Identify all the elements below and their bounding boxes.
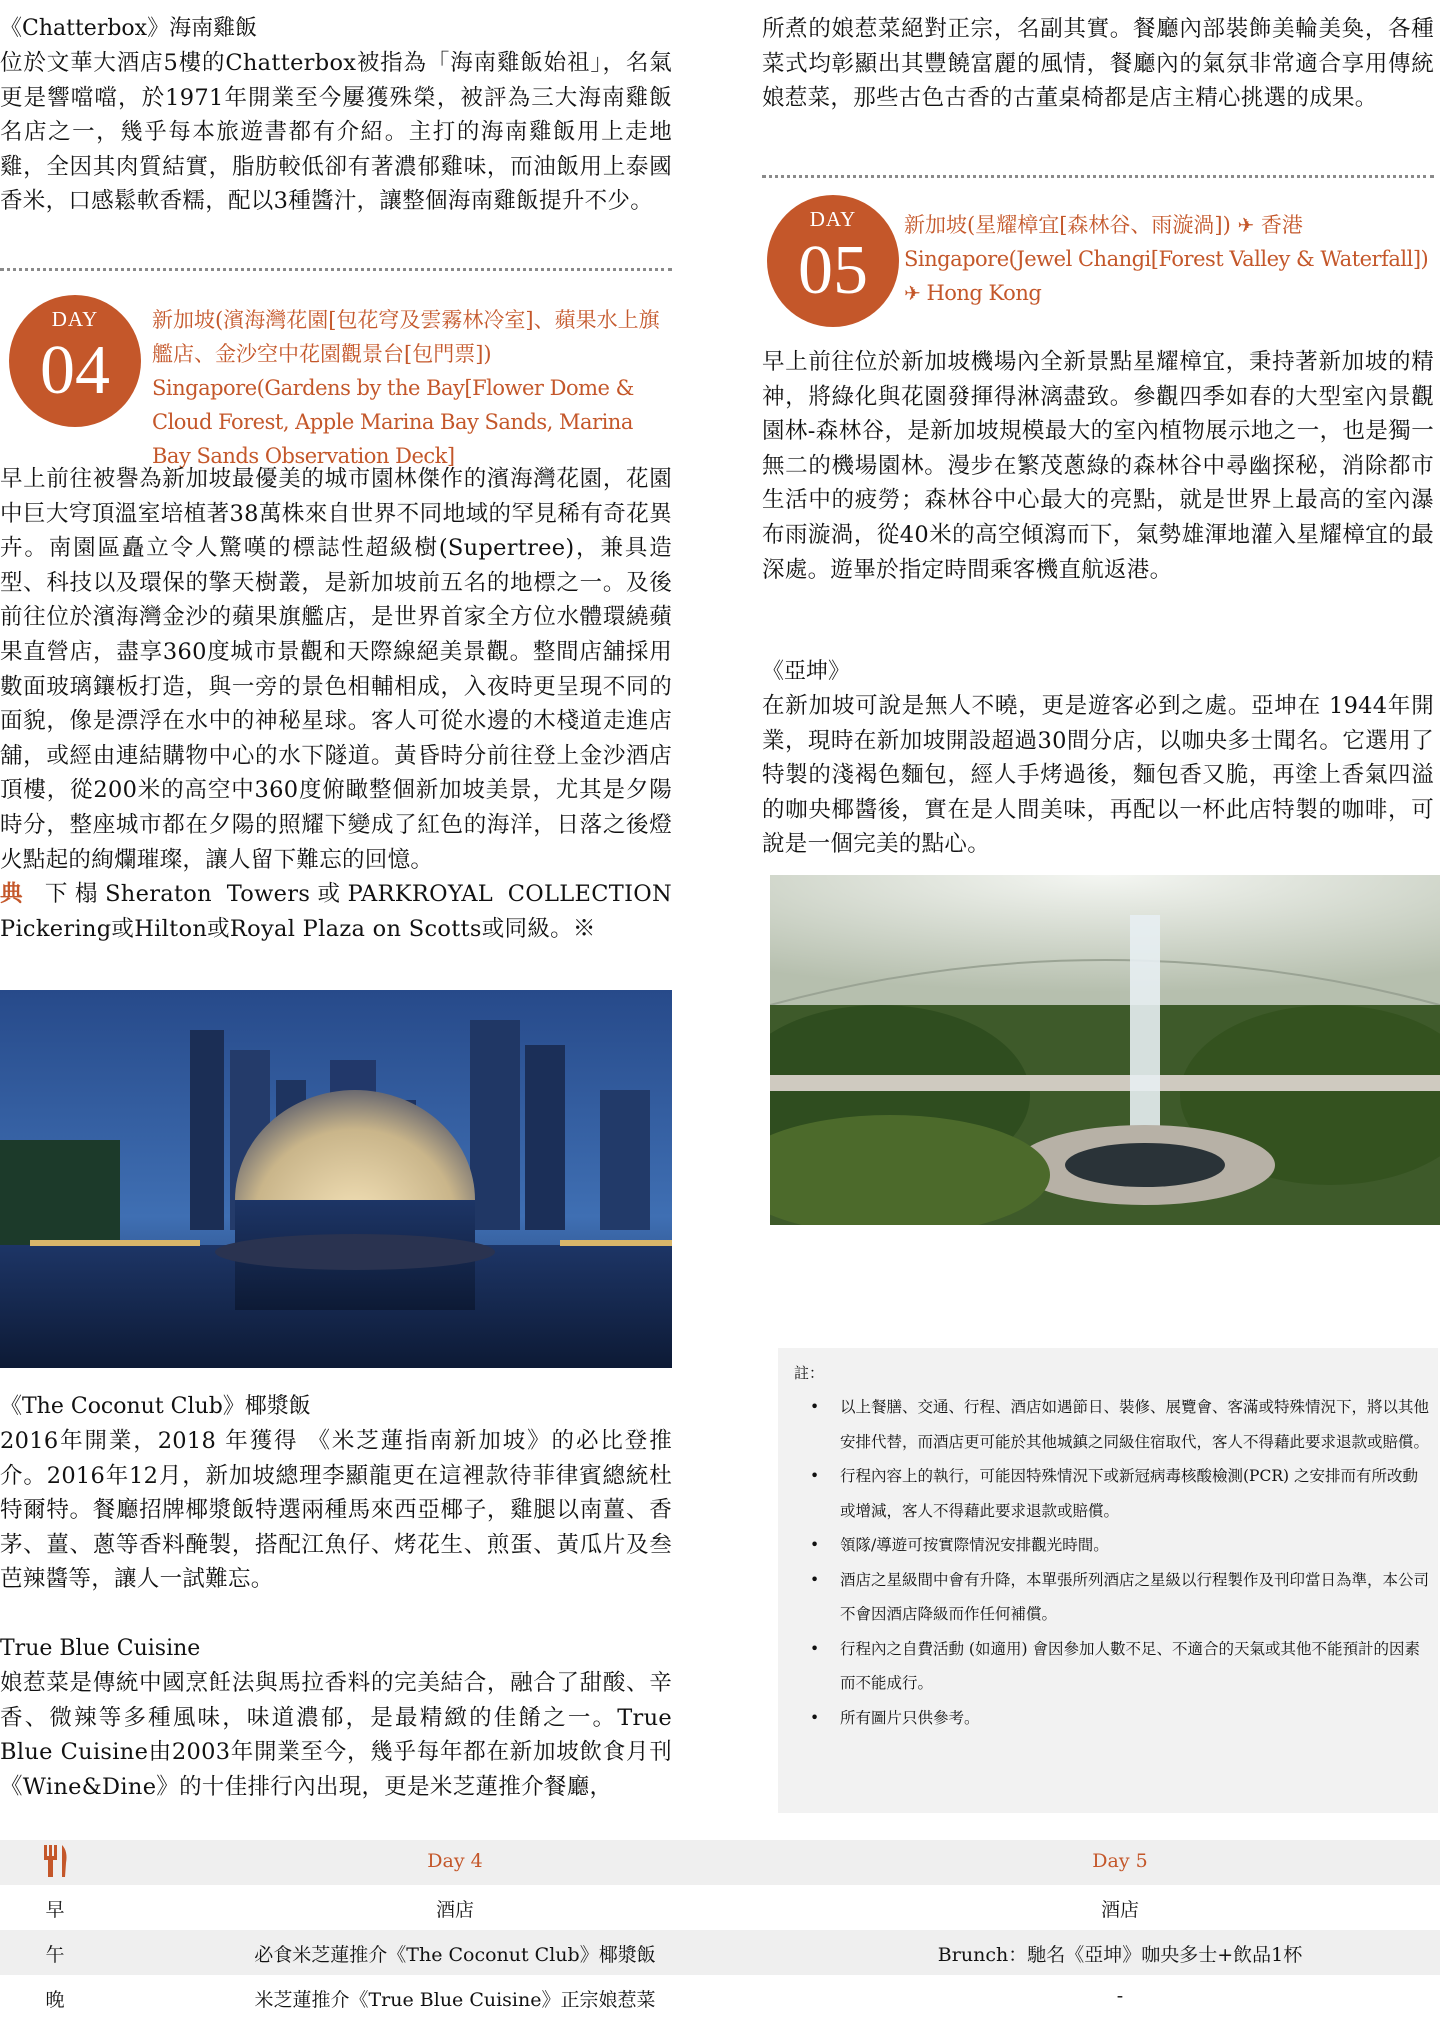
note-item: • 行程內之自費活動 (如適用) 會因參加人數不足、不適合的天氣或其他不能預計的因素而不能成行。: [810, 1632, 1430, 1701]
jewel-changi-photo: [770, 875, 1440, 1225]
meal-row-dinner: [0, 1975, 1440, 2020]
plane-icon: ✈: [904, 281, 921, 305]
note-item: • 酒店之星級間中會有升降，本單張所列酒店之星級以行程製作及刊印當日為準，本公司不會因酒店降級而作任何補償。: [810, 1563, 1430, 1632]
day4-body: 早上前往被譽為新加坡最優美的城市園林傑作的濱海灣花園，花園中巨大穹頂溫室培植著38萬株來自世界不同地域的罕見稀有奇花異卉。南園區矗立令人驚嘆的標誌性超級樹(Supertree)，兼具造型、科技以及環保的擎天樹叢，是新加坡前五名的地標之一。及後前往位於濱海灣金沙的蘋果旗艦店，是世界首家全方位水體環繞蘋果直營店，盡享360度城市景觀和天際線絕美景觀。整間店舖採用數面玻璃鑲板打造，與一旁的景色相輔相成，入夜時更呈現不同的面貌，像是漂浮在水中的神秘星球。客人可從水邊的木棧道走進店舖，或經由連結購物中心的水下隧道。黃昏時分前往登上金沙酒店頂樓，從200米的高空中360度俯瞰整個新加坡美景，尤其是夕陽時分，整座城市都在夕陽的照耀下變成了紅色的海洋，日落之後燈火點起的絢爛璀璨，讓人留下難忘的回憶。: [0, 466, 672, 873]
notes-heading: 註：: [794, 1364, 825, 1382]
coconut-title: 《The Coconut Club》椰漿飯: [0, 1394, 311, 1419]
day5-title-en-b: Hong Kong: [926, 281, 1042, 305]
meal-label: 早: [45, 1899, 65, 1921]
day4-hotel: [0, 877, 672, 946]
chatterbox-section: [0, 12, 672, 219]
day-badge-04: [9, 295, 141, 427]
trueblue-section: [0, 1632, 672, 1804]
chatterbox-body: 位於文華大酒店5樓的Chatterbox被指為「海南雞飯始祖」，名氣更是響噹噹，於1971年開業至今屢獲殊榮，被評為三大海南雞飯名店之一，幾乎每本旅遊書都有介紹。主打的海南雞飯用上走地雞，全因其肉質結實，脂肪較低卻有著濃郁雞味，而油飯用上泰國香米，口感鬆軟香糯，配以3種醬汁，讓整個海南雞飯提升不少。: [0, 50, 672, 215]
notes-box: [778, 1348, 1438, 1813]
meal-cell: -: [1116, 1985, 1124, 2007]
day-badge-number: 05: [798, 232, 868, 309]
hotel-icon: 典: [0, 881, 31, 908]
jewel-changi-image: [770, 875, 1440, 1225]
day-badge-05: [767, 195, 899, 327]
meal-row-lunch: [0, 1930, 1440, 1975]
trueblue-title: True Blue Cuisine: [0, 1636, 201, 1661]
meal-row-breakfast: [0, 1885, 1440, 1930]
meal-cell: 酒店: [435, 1899, 474, 1921]
meal-cell: 必食米芝蓮推介《The Coconut Club》椰漿飯: [254, 1944, 656, 1966]
day5-title-en-a: Singapore(Jewel Changi[Forest Valley & Waterfall]): [904, 247, 1429, 271]
meal-label: 午: [45, 1944, 65, 1966]
day5-title: [904, 208, 1434, 310]
day4-section: [0, 462, 672, 946]
note-item: • 以上餐膳、交通、行程、酒店如遇節日、裝修、展覽會、客滿或特殊情況下，將以其他安排代替，而酒店更可能於其他城鎮之同級住宿取代，客人不得藉此要求退款或賠償。: [810, 1390, 1430, 1459]
note-item: • 行程內容上的執行，可能因特殊情況下或新冠病毒核酸檢測(PCR) 之安排而有所改動或增減，客人不得藉此要求退款或賠償。: [810, 1459, 1430, 1528]
yakun-title: 《亞坤》: [762, 659, 851, 684]
notes-list: [796, 1390, 1430, 1735]
day-badge-number: 04: [40, 332, 110, 409]
meal-header-day4: Day 4: [427, 1850, 483, 1872]
day4-title-zh: 新加坡(濱海灣花園[包花穹及雲霧林冷室]、蘋果水上旗艦店、金沙空中花園觀景台[包門票]): [152, 308, 660, 366]
divider: [762, 175, 1434, 178]
day-badge-label: DAY: [51, 307, 99, 331]
chatterbox-title: 《Chatterbox》海南雞飯: [0, 16, 258, 41]
apple-store-night-image: [0, 990, 672, 1368]
trueblue-cont-body: 所煮的娘惹菜絕對正宗，名副其實。餐廳內部裝飾美輪美奐，各種菜式均彰顯出其豐饒富麗的風情，餐廳內的氣氛非常適合享用傳統娘惹菜，那些古色古香的古董桌椅都是店主精心挑選的成果。: [762, 16, 1434, 112]
note-item: • 所有圖片只供參考。: [810, 1701, 1430, 1736]
note-item: • 領隊/導遊可按實際情況安排觀光時間。: [810, 1528, 1430, 1563]
day-badge-label: DAY: [809, 207, 857, 231]
coconut-body: 2016年開業，2018 年獲得 《米芝蓮指南新加坡》的必比登推介。2016年12月，新加坡總理李顯龍更在這裡款待菲律賓總統杜特爾特。餐廳招牌椰漿飯特選兩種馬來西亞椰子，雞腿以南薑、香茅、薑、蔥等香料醃製，搭配江魚仔、烤花生、煎蛋、黃瓜片及叁芭辣醬等，讓人一試難忘。: [0, 1428, 672, 1593]
yakun-section: [762, 655, 1434, 862]
meal-header-row: [0, 1840, 1440, 1885]
trueblue-continued: [762, 12, 1434, 116]
meal-cell: 酒店: [1100, 1899, 1139, 1921]
coconut-section: [0, 1390, 672, 1597]
day5-title-zh-a: 新加坡(星耀樟宜[森林谷、雨漩渦]): [904, 213, 1231, 237]
fork-knife-icon: [0, 1843, 110, 1884]
yakun-body: 在新加坡可說是無人不曉，更是遊客必到之處。亞坤在 1944年開業，現時在新加坡開設超過30間分店，以咖央多士聞名。它選用了特製的淺褐色麵包，經人手烤過後，麵包香又脆，再塗上香氣四溢的咖央椰醬後，實在是人間美味，再配以一杯此店特製的咖啡，可說是一個完美的點心。: [762, 693, 1434, 858]
trueblue-body: 娘惹菜是傳統中國烹飪法與馬拉香料的完美結合，融合了甜酸、辛香、微辣等多種風味，味道濃郁，是最精緻的佳餚之一。True Blue Cuisine由2003年開業至今，幾乎每年都在新加坡飲食月刊《Wine&Dine》的十佳排行內出現，更是米芝蓮推介餐廳，: [0, 1670, 672, 1800]
day4-title-en: Singapore(Gardens by the Bay[Flower Dome & Cloud Forest, Apple Marina Bay Sands, Marina Bay Sands Observation Deck]: [152, 376, 634, 468]
day5-title-zh: [904, 208, 1434, 242]
meal-label: 晚: [45, 1989, 65, 2011]
day5-body: 早上前往位於新加坡機場內全新景點星耀樟宜，秉持著新加坡的精神，將綠化與花園發揮得淋漓盡致。參觀四季如春的大型室內景觀園林-森林谷，是新加坡規模最大的室內植物展示地之一，也是獨一無二的機場園林。漫步在繁茂蔥綠的森林谷中尋幽探秘，消除都市生活中的疲勞；森林谷中心最大的亮點，就是世界上最高的室內瀑布雨漩渦，從40米的高空傾瀉而下，氣勢雄渾地灌入星耀樟宜的最深處。遊畢於指定時間乘客機直航返港。: [762, 349, 1434, 583]
day5-title-zh-b: 香港: [1260, 213, 1303, 237]
meal-header-day5: Day 5: [1092, 1850, 1148, 1872]
day5-section: [762, 345, 1434, 587]
meal-cell: Brunch：馳名《亞坤》咖央多士+飲品1杯: [937, 1944, 1303, 1966]
apple-marina-bay-photo: [0, 990, 672, 1368]
day4-title: [152, 303, 672, 473]
meal-cell: 米芝蓮推介《True Blue Cuisine》正宗娘惹菜: [254, 1989, 656, 2011]
day4-hotel-text: 下榻Sheraton Towers或PARKROYAL COLLECTION Pickering或Hilton或Royal Plaza on Scotts或同級。※: [0, 881, 673, 942]
plane-icon: ✈: [1237, 213, 1255, 237]
divider: [0, 268, 672, 271]
day5-title-en: [904, 242, 1434, 310]
